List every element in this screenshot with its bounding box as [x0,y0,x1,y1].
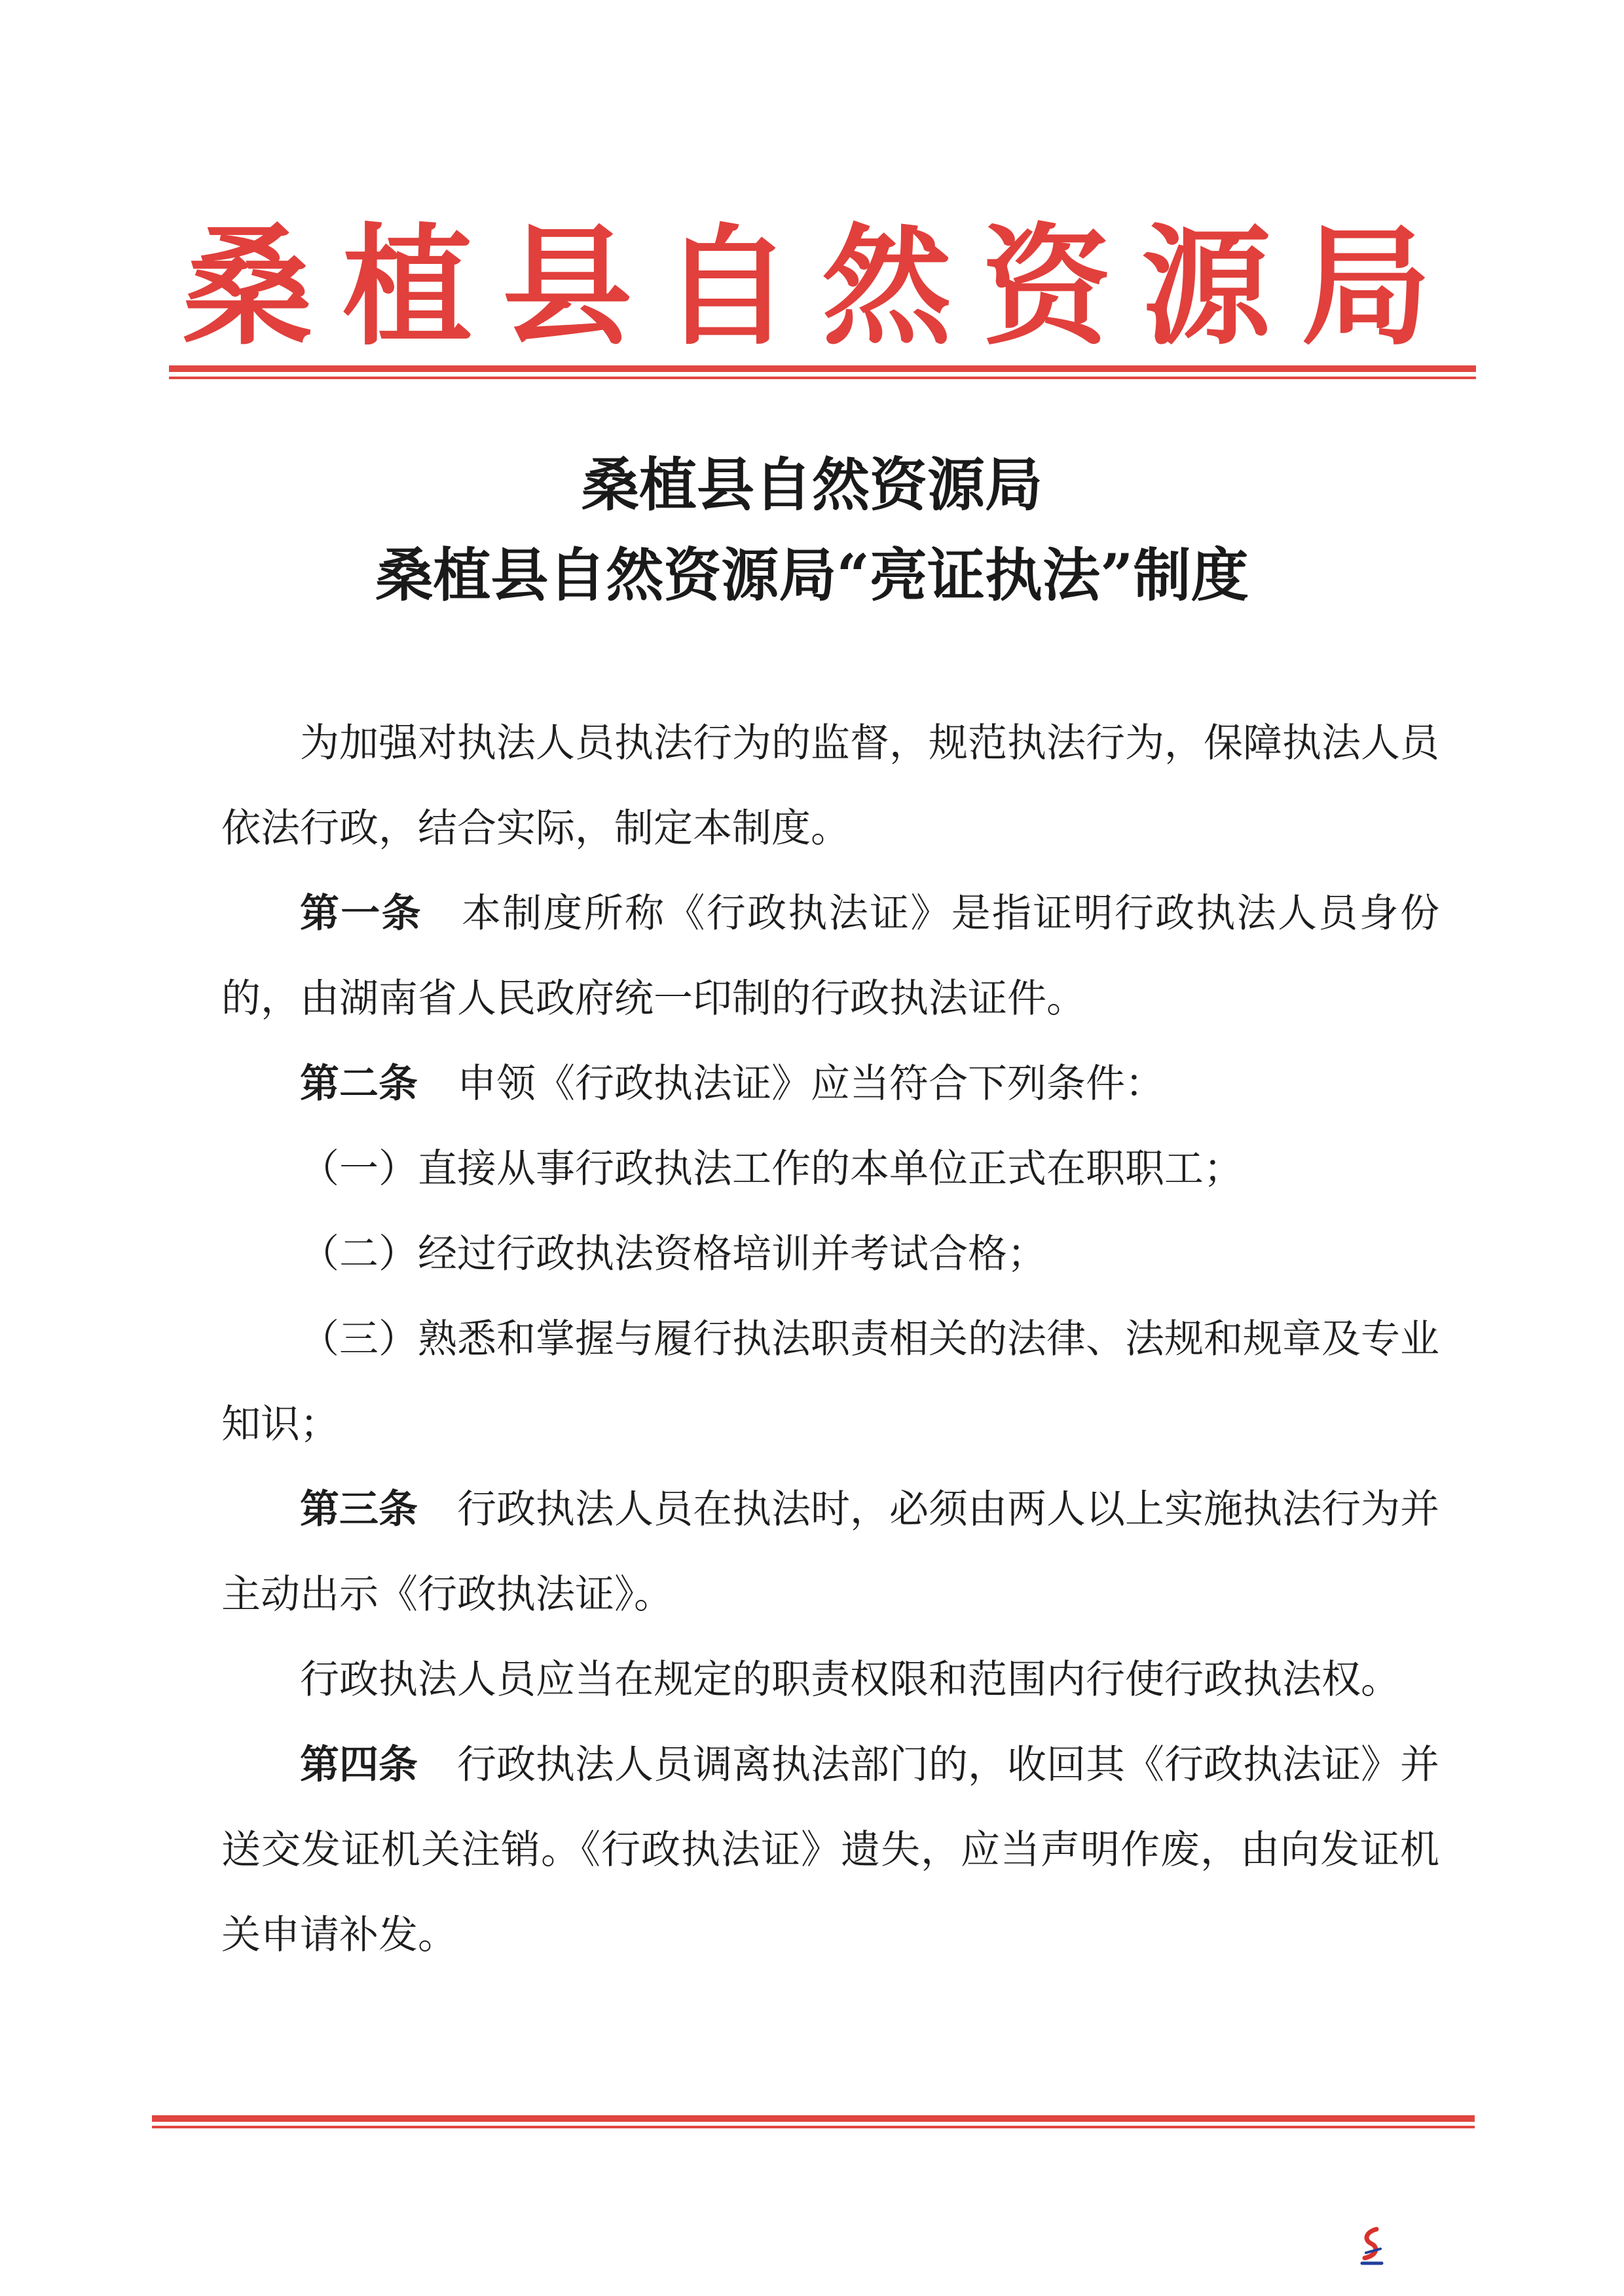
paragraph-text: 行政执法人员应当在规定的职责权限和范围内行使行政执法权。 [300,1657,1400,1703]
condition-item-3 [221,1297,1439,1467]
article-heading: 第一条 [300,891,422,936]
document-title-line1: 桑植县自然资源局 [581,451,1043,519]
article-heading: 第二条 [300,1061,418,1107]
condition-item-2 [221,1212,1439,1297]
document-title-line2: 桑植县自然资源局“亮证执法”制度 [375,541,1249,609]
masthead-title: 桑植县自然资源局 [183,210,1461,363]
document-body [221,701,1439,1978]
article-1 [221,871,1439,1041]
footer-rule-thick [152,2115,1475,2122]
article-2 [221,1041,1439,1126]
paragraph-text: （二）经过行政执法资格培训并考试合格； [300,1231,1046,1277]
article-heading: 第三条 [300,1487,418,1532]
paragraph-text: （一）直接从事行政执法工作的本单位正式在职职工； [300,1146,1243,1192]
paragraph-text: 行政执法人员在执法时，必须由两人以上实施执法行为并主动出示《行政执法证》。 [221,1487,1439,1618]
article-heading: 第四条 [300,1742,418,1788]
condition-item-1 [221,1126,1439,1212]
paragraph-text: 为加强对执法人员执法行为的监督，规范执法行为，保障执法人员依法行政，结合实际，制定本制度。 [221,720,1439,851]
article-3 [221,1467,1439,1637]
masthead-rule-thin [169,377,1476,379]
stamp-logo-icon [1357,2227,1387,2267]
footer-rule-thin [152,2126,1475,2128]
paragraph-text: （三）熟悉和掌握与履行执法职责相关的法律、法规和规章及专业知识； [221,1316,1439,1447]
masthead-rule-thick [169,365,1476,372]
paragraph-text: 本制度所称《行政执法证》是指证明行政执法人员身份的，由湖南省人民政府统一印制的行政执法证件。 [221,891,1440,1022]
article-3-continued [221,1637,1439,1722]
paragraph-text: 行政执法人员调离执法部门的，收回其《行政执法证》并送交发证机关注销。《行政执法证》遗失，应当声明作废，由向发证机关申请补发。 [221,1742,1439,1958]
paragraph-intro [221,701,1439,871]
paragraph-text: 申领《行政执法证》应当符合下列条件： [457,1061,1164,1107]
article-4 [221,1722,1439,1978]
